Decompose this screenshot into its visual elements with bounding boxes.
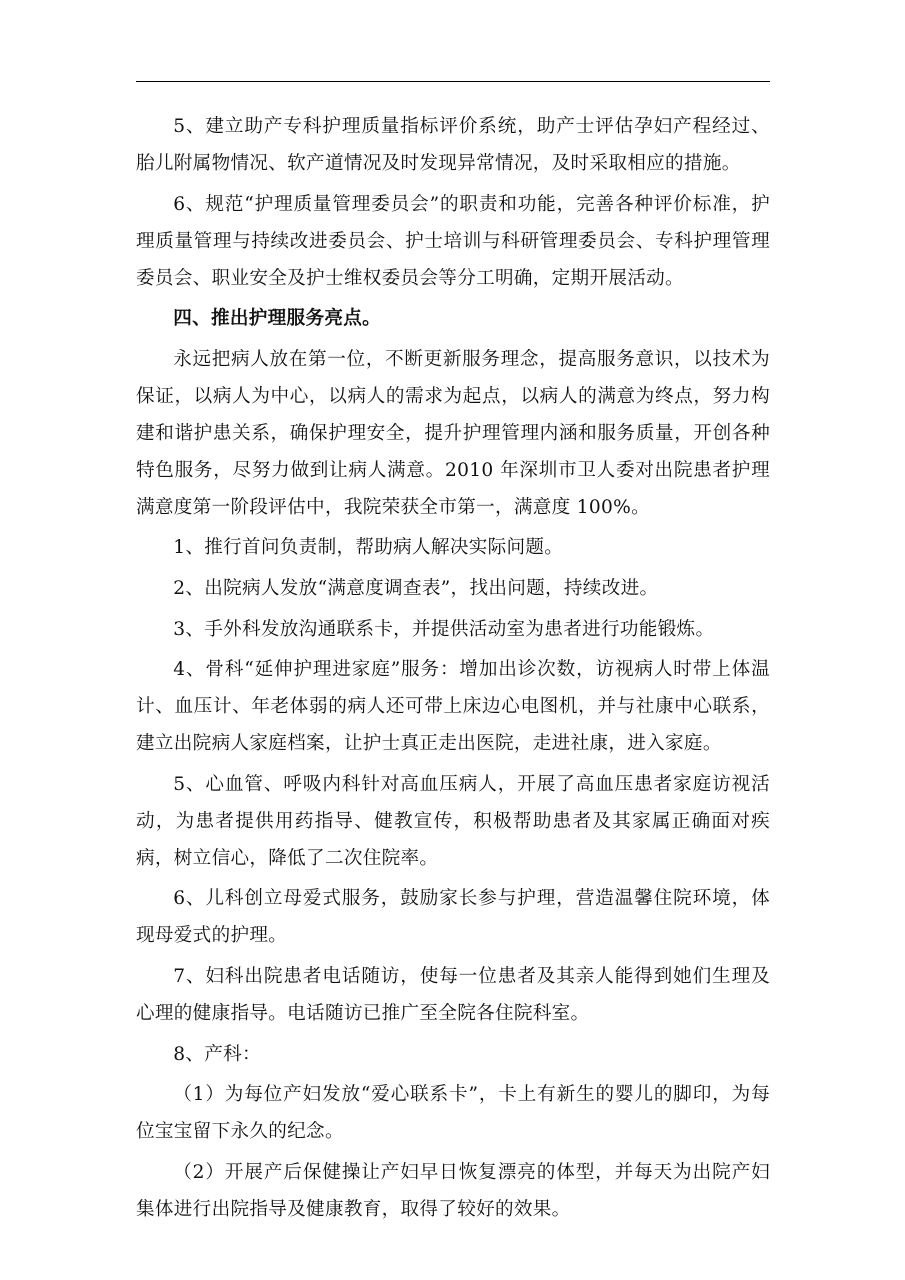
document-body [136, 108, 770, 1231]
highlight-item-7: 7、妇科出院患者电话随访，使每一位患者及其亲人能得到她们生理及心理的健康指导。电话随访已推广至全院各住院科室。 [136, 965, 770, 1024]
highlight-item-2: 2、出院病人发放“满意度调查表”，找出问题，持续改进。 [173, 577, 659, 599]
highlight-item-8: 8、产科： [173, 1043, 261, 1065]
highlight-item-8-sub-2: （2）开展产后保健操让产妇早日恢复漂亮的体型，并每天为出院产妇集体进行出院指导及健康教育，取得了较好的效果。 [136, 1161, 770, 1220]
paragraph-item-5: 5、建立助产专科护理质量指标评价系统，助产士评估孕妇产程经过、胎儿附属物情况、软产道情况及时发现异常情况，及时采取相应的措施。 [136, 116, 770, 174]
paragraph-item-6: 6、规范“护理质量管理委员会”的职责和功能，完善各种评价标准，护理质量管理与持续改进委员会、护士培训与科研管理委员会、专科护理管理委员会、职业安全及护士维权委员会等分工明确，定期开展活动。 [136, 193, 770, 289]
highlight-item-3: 3、手外科发放沟通联系卡，并提供活动室为患者进行功能锻炼。 [173, 618, 715, 640]
highlight-item-8-sub-1: （1）为每位产妇发放“爱心联系卡”，卡上有新生的婴儿的脚印，为每位宝宝留下永久的纪念。 [136, 1084, 770, 1143]
highlight-item-5: 5、心血管、呼吸内科针对高血压病人，开展了高血压患者家庭访视活动，为患者提供用药指导、健教宣传，积极帮助患者及其家属正确面对疾病，树立信心，降低了二次住院率。 [136, 773, 770, 869]
highlight-item-6: 6、儿科创立母爱式服务，鼓励家长参与护理，营造温馨住院环境，体现母爱式的护理。 [136, 888, 770, 947]
intro-paragraph: 永远把病人放在第一位，不断更新服务理念，提高服务意识，以技术为保证，以病人为中心，以病人的需求为起点，以病人的满意为终点，努力构建和谐护患关系，确保护理安全，提升护理管理内涵和服务质量，开创各种特色服务，尽努力做到让病人满意。2010 年深圳市卫人委对出院患者护理满意度第一阶段评估中，我院荣获全市第一，满意度 100%。 [136, 348, 770, 518]
header-rule [136, 81, 770, 82]
section-heading: 四、推出护理服务亮点。 [173, 308, 382, 330]
highlight-item-4: 4、骨科“延伸护理进家庭”服务：增加出诊次数，访视病人时带上体温计、血压计、年老体弱的病人还可带上床边心电图机，并与社康中心联系，建立出院病人家庭档案，让护士真正走出医院，走进社康，进入家庭。 [136, 659, 770, 755]
highlight-item-1: 1、推行首问负责制，帮助病人解决实际问题。 [173, 537, 564, 559]
